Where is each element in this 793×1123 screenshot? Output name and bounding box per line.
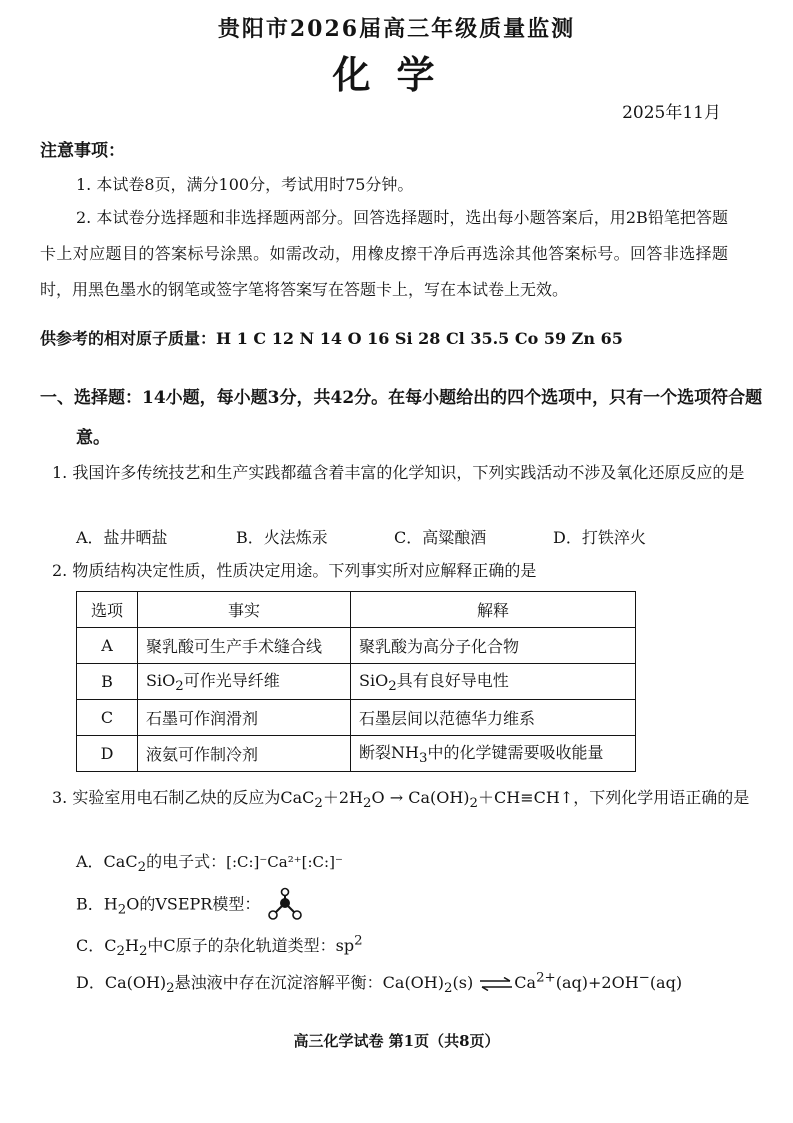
table-header-row [77,592,636,628]
notes-heading: 注意事项： [40,141,125,161]
table-row [77,736,636,772]
subscript: 2 [138,944,148,960]
opt-text: O的VSEPR模型： [126,894,261,914]
table-header-explanation: 解释 [351,592,636,628]
opt-text: Ca [514,973,537,992]
exam-title: 贵阳市2026届高三年级质量监测 [217,16,576,42]
opt-text: H [124,936,139,955]
subject-title: 化学 [332,52,461,97]
expl-text: 断裂NH [359,743,419,763]
page-footer: 高三化学试卷 第1页（共8页） [293,1032,500,1050]
equilibrium-arrow-icon [478,977,514,991]
superscript: 2+ [536,970,556,986]
q1-stem: 1. 我国许多传统技艺和生产实践都蕴含着丰富的化学知识，下列实践活动不涉及氧化还原反应的是 [52,463,745,482]
row-fact: 石墨可作润滑剂 [138,700,351,736]
opt-text: A．CaC [76,852,138,871]
row-fact: 聚乳酸可生产手术缝合线 [138,628,351,664]
expl-text: 具有良好导电性 [396,671,509,691]
q3-stem-text: ＋2H [322,788,364,807]
q3-stem-text: 3. 实验室用电石制乙炔的反应为CaC [52,788,315,807]
q3-stem [52,781,756,821]
atomic-masses: 供参考的相对原子质量：H 1 C 12 N 14 O 16 Si 28 Cl 35.5 Co 59 Zn 65 [40,329,623,348]
opt-text: (s) [452,973,474,992]
subscript: 2 [166,981,175,997]
opt-text: C．C [76,936,117,955]
q3-option-c [76,933,363,959]
row-option: B [77,664,138,700]
expl-text: SiO [359,671,389,691]
q1-option-a: A．盐井晒盐 [76,528,168,547]
row-option: A [77,628,138,664]
row-fact [138,664,351,700]
note-item-2: 2. 本试卷分选择题和非选择题两部分。回答选择题时，选出每小题答案后，用2B铅笔把答题卡上对应题目的答案标号涂黑。如需改动，用橡皮擦干净后再选涂其他答案标号。回答非选择题时，用黑色墨水的钢笔或签字笔将答案写在答题卡上，写在本试卷上无效。 [40,208,728,299]
q1-option-c: C．高粱酿酒 [394,528,487,547]
q3-option-a [76,849,343,875]
superscript: 2 [354,933,363,949]
q2-stem: 2. 物质结构决定性质，性质决定用途。下列事实所对应解释正确的是 [52,561,537,580]
row-explanation: 石墨层间以范德华力维系 [351,700,636,736]
opt-text: 中C原子的杂化轨道类型：sp [147,936,355,955]
q3-stem-text: ＋CH≡CH↑，下列化学用语正确的是 [478,788,750,807]
exam-date: 2025年11月 [622,103,721,123]
opt-text: (aq) [649,973,683,992]
electron-formula: [:C:]⁻Ca²⁺[:C:]⁻ [226,853,343,871]
table-header-fact: 事实 [138,592,351,628]
subscript: 2 [314,796,323,812]
fact-text: 可作光导纤维 [183,671,280,691]
subscript: 3 [418,751,428,767]
q2-table [76,591,636,772]
opt-text: B．H [76,894,118,914]
row-explanation [351,664,636,700]
subscript: 2 [363,796,372,812]
note-item-1: 1. 本试卷8页，满分100分，考试用时75分钟。 [76,175,414,194]
section-1-heading: 一、选择题：14小题，每小题3分，共42分。在每小题给出的四个选项中，只有一个选项符合题意。 [40,388,763,448]
row-fact: 液氨可作制冷剂 [138,736,351,772]
opt-text: 悬浊液中存在沉淀溶解平衡：Ca(OH) [174,973,444,992]
superscript: − [638,970,650,986]
subscript: 2 [117,902,127,918]
table-row [77,700,636,736]
table-header-option: 选项 [77,592,138,628]
subscript: 2 [116,944,125,960]
expl-text: 中的化学键需要吸收能量 [427,743,604,763]
subscript: 2 [469,796,479,812]
table-row [77,628,636,664]
table-row [77,664,636,700]
opt-text: 的电子式： [146,852,227,871]
row-explanation [351,736,636,772]
q3-stem-text: O → Ca(OH) [371,788,470,807]
opt-text: D．Ca(OH) [76,973,167,992]
subscript: 2 [388,679,397,695]
q1-option-d: D．打铁淬火 [553,528,646,547]
q3-option-b [76,887,305,923]
fact-text: SiO [146,671,176,691]
vsepr-model-icon [265,887,305,923]
row-option: D [77,736,138,772]
subscript: 2 [137,860,147,876]
row-explanation: 聚乳酸为高分子化合物 [351,628,636,664]
q1-option-b: B．火法炼汞 [236,528,328,547]
subscript: 2 [444,981,453,997]
subscript: 2 [175,679,184,695]
row-option: C [77,700,138,736]
opt-text: (aq)+2OH [555,973,639,992]
q3-option-d [76,970,682,996]
